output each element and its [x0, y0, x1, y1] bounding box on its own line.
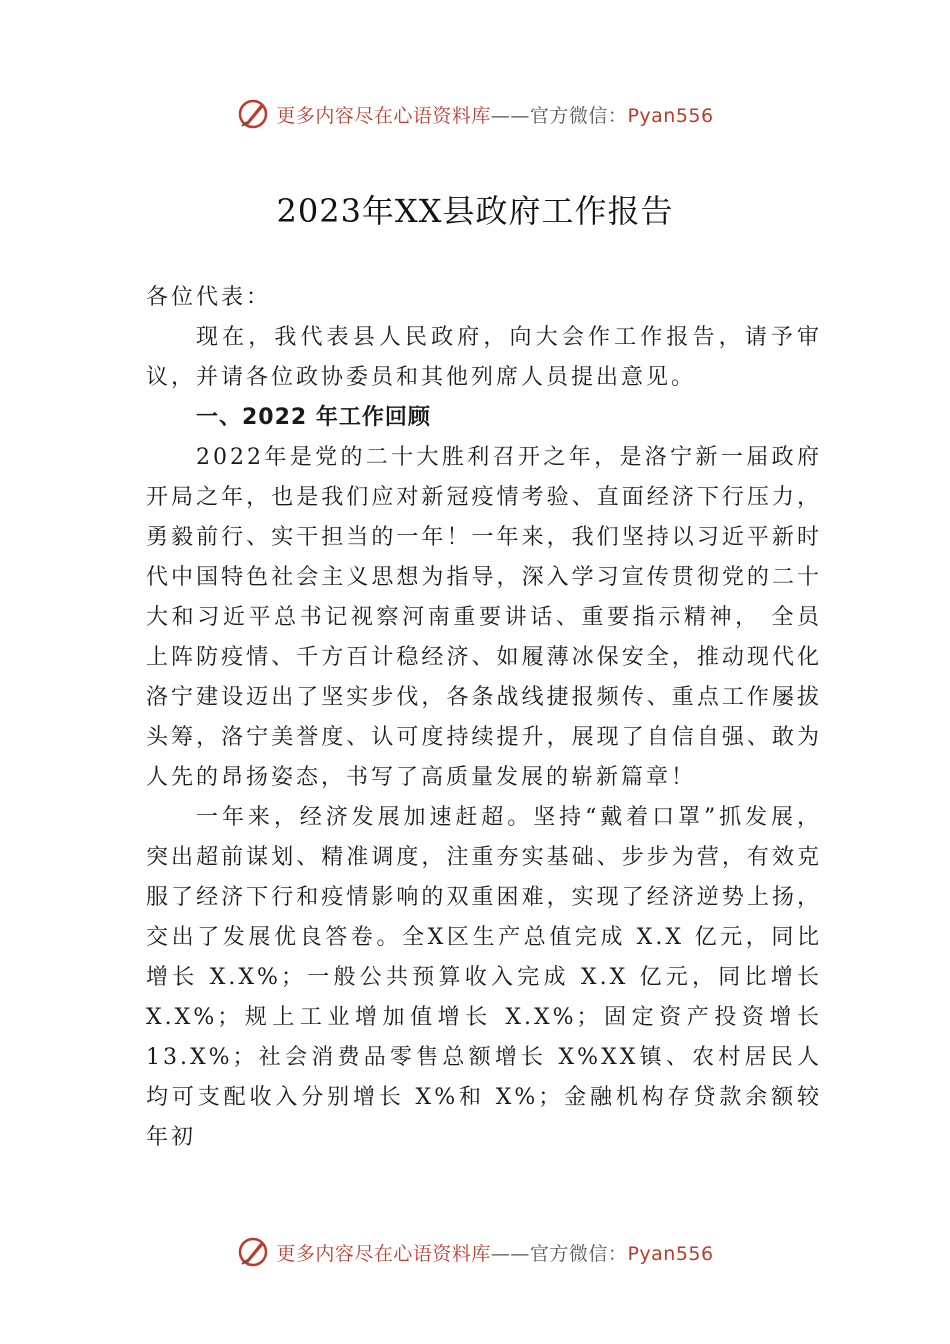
- watermark-wechat-id: Pyan556: [627, 1242, 714, 1265]
- intro-paragraph: 现在，我代表县人民政府，向大会作工作报告，请予审议，并请各位政协委员和其他列席人员提出意见。: [146, 325, 822, 390]
- quill-logo-icon: [236, 1235, 270, 1269]
- quill-logo-icon: [236, 97, 270, 131]
- salutation: 各位代表：: [146, 285, 272, 310]
- watermark-header: [0, 94, 950, 134]
- body-paragraph-2: 一年来，经济发展加速赶超。坚持“戴着口罩”抓发展，突出超前谋划、精准调度，注重夯实基础、步步为营，有效克服了经济下行和疫情影响的双重困难，实现了经济逆势上扬，交出了发展优良答卷。全X区生产总值完成 X.X 亿元，同比增长 X.X%；一般公共预算收入完成 X.X 亿元，同比增长 X.X%；规上工业增加值增长 X.X%；固定资产投资增长 13.X%；社会消费品零售总额增长 X%XX镇、农村居民人均可支配收入分别增长 X%和 X%；金融机构存贷款余额较年初: [146, 805, 822, 1150]
- document-body: [146, 278, 822, 1158]
- watermark-brand: 更多内容尽在心语资料库: [276, 104, 491, 127]
- watermark-separator: ——: [490, 104, 530, 127]
- watermark-brand: 更多内容尽在心语资料库: [276, 1242, 491, 1265]
- watermark-wechat-label: 官方微信：: [529, 104, 628, 127]
- watermark-footer: [0, 1232, 950, 1272]
- watermark-wechat-id: Pyan556: [627, 104, 714, 127]
- section-heading: 一、2022 年工作回顾: [196, 405, 431, 430]
- document-title: 2023年XX县政府工作报告: [276, 192, 674, 230]
- body-paragraph-1: 2022年是党的二十大胜利召开之年，是洛宁新一届政府开局之年，也是我们应对新冠疫情考验、直面经济下行压力，勇毅前行、实干担当的一年！一年来，我们坚持以习近平新时代中国特色社会主义思想为指导，深入学习宣传贯彻党的二十大和习近平总书记视察河南重要讲话、重要指示精神， 全员上阵防疫情、千方百计稳经济、如履薄冰保安全，推动现代化洛宁建设迈出了坚实步伐，各条战线捷报频传、重点工作屡拔头筹，洛宁美誉度、认可度持续提升，展现了自信自强、敢为人先的昂扬姿态，书写了高质量发展的崭新篇章！: [146, 445, 822, 790]
- watermark-separator: ——: [490, 1242, 530, 1265]
- watermark-wechat-label: 官方微信：: [529, 1242, 628, 1265]
